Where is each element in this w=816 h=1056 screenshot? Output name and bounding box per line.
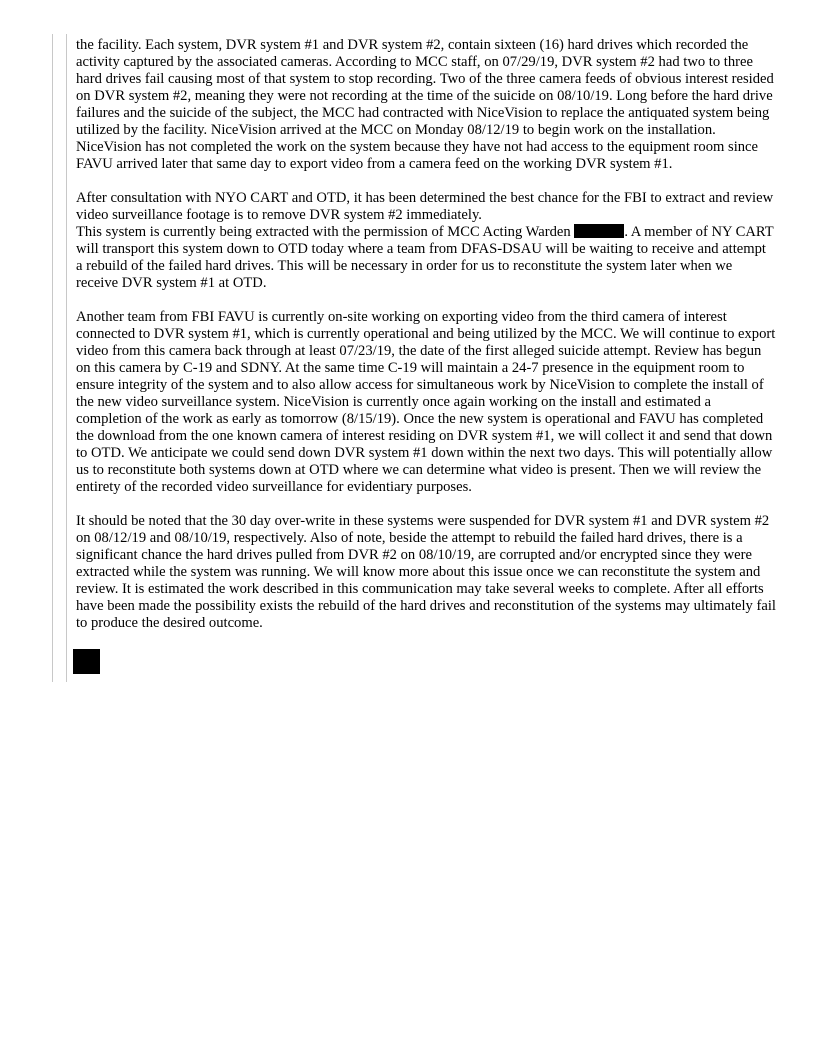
quote-rule-outer bbox=[52, 34, 53, 682]
redaction-warden-name bbox=[574, 224, 624, 238]
redaction-block bbox=[73, 649, 100, 674]
document-body bbox=[76, 37, 776, 674]
extraction-text-before-redaction: This system is currently being extracted with the permission of MCC Acting Warden bbox=[76, 224, 571, 240]
paragraph-overwrite-note: It should be noted that the 30 day over-write in these systems were suspended for DVR system #1 and DVR system #2 on 08/12/19 and 08/10/19, respectively. Also of note, beside the attempt to rebuild the failed hard drives, there is a significant chance the hard drives pulled from DVR #2 on 08/10/19, are corrupted and/or encrypted since they were extracted while the system was running. We will know more about this issue once we can reconstitute the system and review. It is estimated the work described in this communication may take several weeks to complete. After all efforts have been made the possibility exists the rebuild of the hard drives and reconstitution of the systems may ultimately fail to produce the desired outcome. bbox=[76, 513, 776, 631]
paragraph-favu-export: Another team from FBI FAVU is currently on-site working on exporting video from the third camera of interest connected to DVR system #1, which is currently operational and being utilized by the MCC. We will continue to export video from this camera back through at least 07/23/19, the date of the first alleged suicide attempt. Review has begun on this camera by C-19 and SDNY. At the same time C-19 will maintain a 24-7 presence in the equipment room to ensure integrity of the system and to also allow access for simultaneous work by NiceVision to complete the install of the new video surveillance system. NiceVision is currently once again working on the install and estimated a completion of the work as early as tomorrow (8/15/19). Once the new system is operational and FAVU has completed the download from the one known camera of interest residing on DVR system #1, we will collect it and send that down to OTD. We anticipate we could send down DVR system #1 down within the next two days. This will potentially allow us to reconstitute both systems down at OTD where we can determine what video is present. Then we will review the entirety of the recorded video surveillance for evidentiary purposes. bbox=[76, 309, 776, 495]
paragraph-dvr2-line1: After consultation with NYO CART and OTD, it has been determined the best chance for the FBI to extract and review video surveillance footage is to remove DVR system #2 immediately. bbox=[76, 190, 774, 223]
paragraph-dvr2-line2 bbox=[76, 224, 776, 292]
quote-rule-inner bbox=[66, 34, 67, 682]
extraction-text-after-redaction: . A member of NY CART will transport this system down to OTD today where a team from DFAS-DSAU will be waiting to receive and attempt a rebuild of the failed hard drives. This will be necessary in order for us to reconstitute the system later when we receive DVR system #1 at OTD. bbox=[76, 224, 774, 291]
paragraph-dvr2-extraction bbox=[76, 190, 776, 292]
paragraph-hard-drive-failure: the facility. Each system, DVR system #1 and DVR system #2, contain sixteen (16) hard drives which recorded the activity captured by the associated cameras. According to MCC staff, on 07/29/19, DVR system #2 had two to three hard drives fail causing most of that system to stop recording. Two of the three camera feeds of obvious interest resided on DVR system #2, meaning they were not recording at the time of the suicide on 08/10/19. Long before the hard drive failures and the suicide of the subject, the MCC had contracted with NiceVision to replace the antiquated system being utilized by the facility. NiceVision arrived at the MCC on Monday 08/12/19 to begin work on the installation. NiceVision has not completed the work on the system because they have not had access to the equipment room since FAVU arrived later that same day to export video from a camera feed on the working DVR system #1. bbox=[76, 37, 774, 172]
